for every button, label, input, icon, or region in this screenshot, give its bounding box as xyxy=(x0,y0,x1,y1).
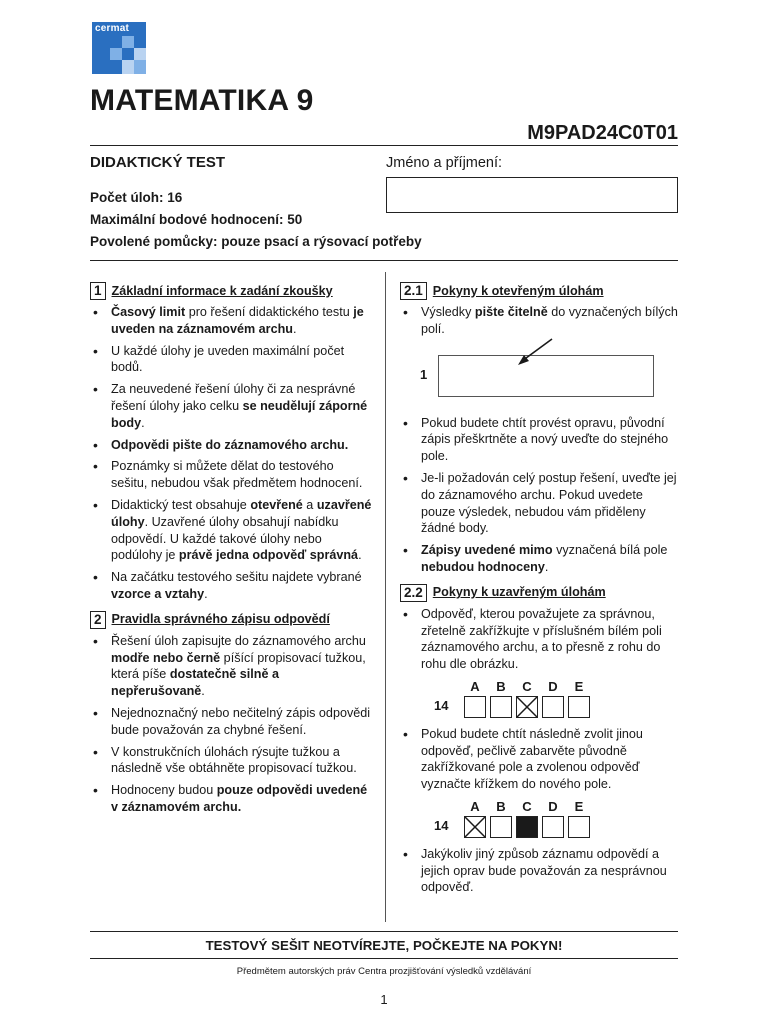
answer-letters xyxy=(464,679,678,696)
copyright-note: Předmětem autorských práv Centra prozjišťování výsledků vzdělávání xyxy=(236,966,532,977)
section-title: Základní informace k zadání zkoušky xyxy=(111,283,333,298)
answer-grid xyxy=(464,696,590,718)
logo-text: cermat xyxy=(95,23,129,34)
answer-cell xyxy=(568,696,590,718)
right-column xyxy=(400,282,678,901)
cross-icon xyxy=(465,817,485,837)
test-code: M9PAD24C0T01 xyxy=(527,122,678,144)
section-1-list xyxy=(90,304,372,603)
grid-task-label: 14 xyxy=(434,698,449,714)
list-item: • Je-li požadován celý postup řešení, uveďte jej do záznamového archu. Pokud uvedete pouze výsledek, nebudou vám přiděleny žádné body. xyxy=(400,470,678,537)
answer-cell xyxy=(542,816,564,838)
list-item: • V konstrukčních úlohách rýsujte tužkou a následně vše obtáhněte propisovací tužkou. xyxy=(90,744,372,778)
name-field[interactable] xyxy=(386,177,678,213)
section-number: 2.2 xyxy=(400,584,427,602)
list-item: • Výsledky pište čitelně do vyznačených bílých polí. xyxy=(400,304,678,338)
section-title: Pokyny k otevřeným úlohám xyxy=(432,283,604,298)
column-divider xyxy=(385,272,386,922)
answer-cell-crossed xyxy=(464,816,486,838)
section-2-2-list-cont xyxy=(400,726,678,793)
section-1-heading xyxy=(90,282,372,300)
letter-b: B xyxy=(496,798,506,814)
letter-e: E xyxy=(574,798,584,814)
answer-cell xyxy=(542,696,564,718)
section-2-1-list-cont xyxy=(400,415,678,576)
answer-letters xyxy=(464,799,678,816)
answer-cell xyxy=(464,696,486,718)
section-2-2-list-end xyxy=(400,846,678,896)
section-number: 2.1 xyxy=(400,282,427,300)
name-label: Jméno a příjmení: xyxy=(386,155,503,171)
list-item: • Hodnoceny budou pouze odpovědi uvedené v záznamovém archu. xyxy=(90,782,372,816)
letter-a: A xyxy=(470,678,480,694)
letter-a: A xyxy=(470,798,480,814)
cermat-logo xyxy=(92,22,146,74)
open-answer-example xyxy=(400,343,678,405)
list-item: • Odpověď, kterou považujete za správnou, zřetelně zakřížkujte v příslušném bílém poli záznamového archu, a to přesně z rohu do rohu dle obrázku. xyxy=(400,606,678,673)
logo-square xyxy=(122,60,134,74)
section-number: 1 xyxy=(90,282,106,300)
info-allowed-tools: Povolené pomůcky: pouze psací a rýsovací potřeby xyxy=(90,234,422,249)
page-number: 1 xyxy=(380,992,388,1007)
list-item: • Na začátku testového sešitu najdete vybrané vzorce a vztahy. xyxy=(90,569,372,603)
section-title: Pokyny k uzavřeným úlohám xyxy=(432,585,606,600)
letter-d: D xyxy=(548,798,558,814)
section-title: Pravidla správného zápisu odpovědí xyxy=(111,612,330,627)
do-not-open-warning: TESTOVÝ SEŠIT NEOTVÍREJTE, POČKEJTE NA POKYN! xyxy=(205,938,563,953)
section-number: 2 xyxy=(90,611,106,629)
left-column xyxy=(90,282,372,821)
letter-b: B xyxy=(496,678,506,694)
arrow-icon xyxy=(512,335,560,375)
header-rule xyxy=(90,145,678,146)
letter-c: C xyxy=(522,678,532,694)
logo-square xyxy=(134,60,146,74)
answer-cell xyxy=(490,816,512,838)
answer-cell xyxy=(568,816,590,838)
list-item: • Poznámky si můžete dělat do testového sešitu, nebudou však předmětem hodnocení. xyxy=(90,458,372,492)
list-item: • Pokud budete chtít následně zvolit jinou odpověď, pečlivě zabarvěte původně zakřížkované pole a zvolenou odpověď vyznačte křížkem do nového pole. xyxy=(400,726,678,793)
list-item: • Jakýkoliv jiný způsob záznamu odpovědí a jejich oprav bude považován za nesprávnou odpověď. xyxy=(400,846,678,896)
list-item: • Časový limit pro řešení didaktického testu je uveden na záznamovém archu. xyxy=(90,304,372,338)
section-2-1-list xyxy=(400,304,678,338)
footer-rule-bottom xyxy=(90,958,678,959)
letter-c: C xyxy=(522,798,532,814)
list-item: • Řešení úloh zapisujte do záznamového archu modře nebo černě píšící propisovací tužkou, která píše dostatečně silně a nepřerušovaně. xyxy=(90,633,372,700)
list-item: • Didaktický test obsahuje otevřené a uzavřené úlohy. Uzavřené úlohy obsahují nabídku odpovědí. U každé takové úlohy nebo podúlohy je právě jedna odpověď správná. xyxy=(90,497,372,564)
answer-cell-crossed xyxy=(516,696,538,718)
answer-cell xyxy=(490,696,512,718)
logo-square xyxy=(110,48,122,60)
section-2-2-heading xyxy=(400,584,678,602)
grid-task-label: 14 xyxy=(434,818,449,834)
answer-cell-filled xyxy=(516,816,538,838)
closed-answer-example-2 xyxy=(434,799,678,838)
letter-e: E xyxy=(574,678,584,694)
section-2-2-list xyxy=(400,606,678,673)
list-item: • Pokud budete chtít provést opravu, původní zápis přeškrtněte a nový uveďte do stejného pole. xyxy=(400,415,678,465)
section-2-1-heading xyxy=(400,282,678,300)
list-item: • Zápisy uvedené mimo vyznačená bílá pole nebudou hodnoceny. xyxy=(400,542,678,576)
logo-square xyxy=(134,48,146,60)
footer-rule-top xyxy=(90,931,678,932)
page-title: MATEMATIKA 9 xyxy=(90,84,314,117)
logo-square xyxy=(122,36,134,48)
section-2-list xyxy=(90,633,372,816)
info-task-count: Počet úloh: 16 xyxy=(90,190,183,205)
section-2-heading xyxy=(90,611,372,629)
info-rule xyxy=(90,260,678,261)
test-type: DIDAKTICKÝ TEST xyxy=(90,154,225,171)
closed-answer-example-1 xyxy=(434,679,678,718)
list-item: • U každé úlohy je uveden maximální počet bodů. xyxy=(90,343,372,377)
list-item: • Odpovědi pište do záznamového archu. xyxy=(90,437,372,454)
list-item: • Za neuvedené řešení úlohy či za nesprávné řešení úlohy jako celku se neudělují záporné body. xyxy=(90,381,372,431)
answer-grid xyxy=(464,816,590,838)
cross-icon xyxy=(517,697,537,717)
info-max-score: Maximální bodové hodnocení: 50 xyxy=(90,212,303,227)
example-task-label: 1 xyxy=(420,366,428,382)
list-item: • Nejednoznačný nebo nečitelný zápis odpovědi bude považován za chybné řešení. xyxy=(90,705,372,739)
letter-d: D xyxy=(548,678,558,694)
